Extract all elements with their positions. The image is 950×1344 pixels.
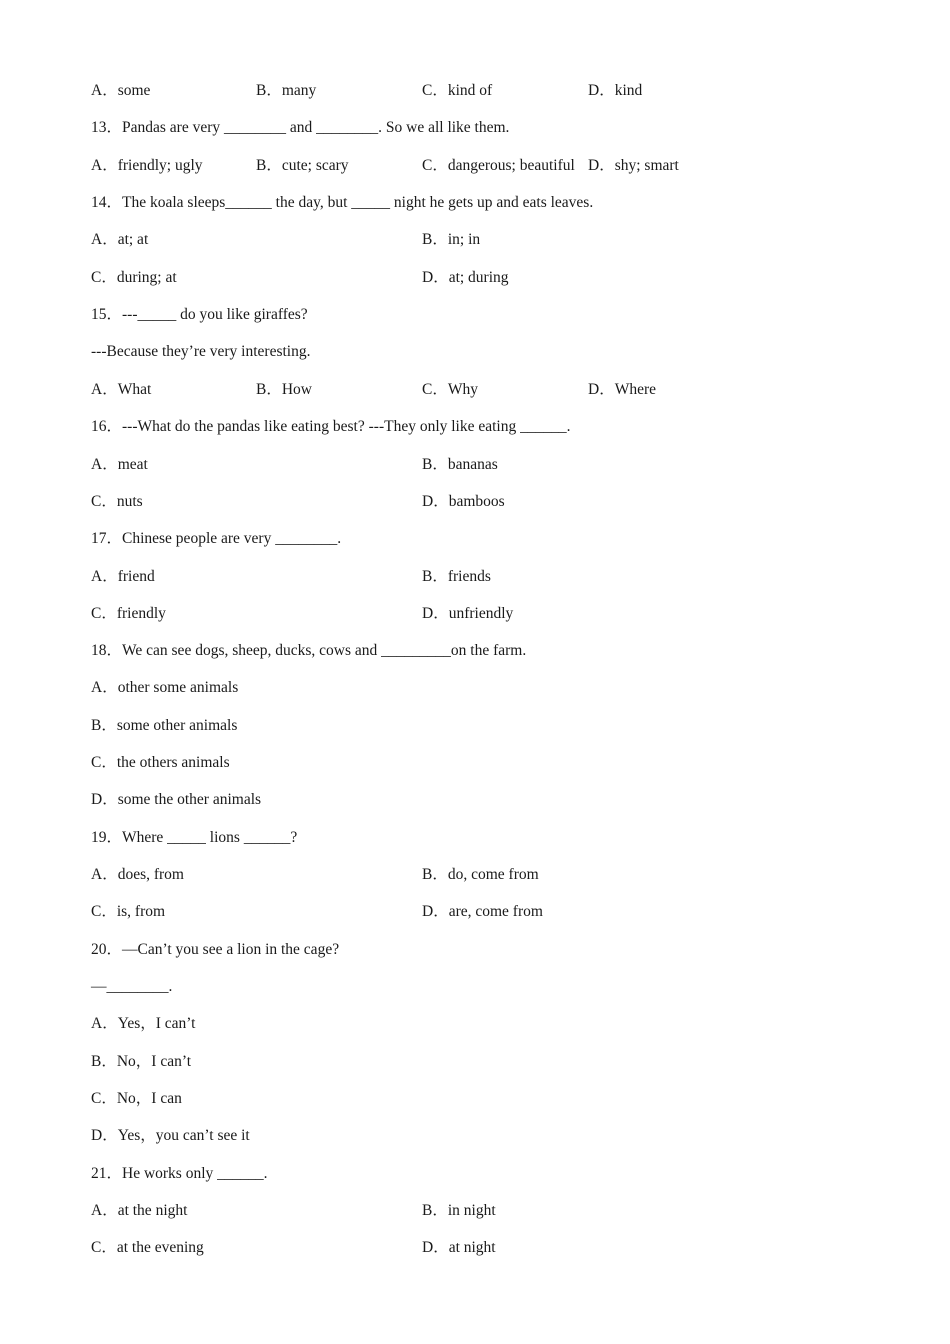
q18-option-d: D．some the other animals xyxy=(91,791,262,808)
q20-option-b: B．No，I can’t xyxy=(91,1053,192,1070)
q18-option-b: B．some other animals xyxy=(91,717,238,734)
q17-option-a: A．friend xyxy=(91,568,155,585)
q15-stem: 15．---_____ do you like giraffes? xyxy=(91,306,308,323)
q21-option-d: D．at night xyxy=(422,1239,496,1256)
q18-option-c: C．the others animals xyxy=(91,754,230,771)
q21-option-c: C．at the evening xyxy=(91,1239,204,1256)
q21-stem: 21．He works only ______. xyxy=(91,1165,268,1182)
q14-option-a: A．at; at xyxy=(91,231,149,248)
q12-option-d: D．kind xyxy=(588,82,643,99)
q15-option-d: D．Where xyxy=(588,381,656,398)
q18-stem: 18．We can see dogs, sheep, ducks, cows and _________on the farm. xyxy=(91,642,527,659)
q15-option-b: B．How xyxy=(256,381,312,398)
q16-stem: 16．---What do the pandas like eating best? ---They only like eating ______. xyxy=(91,418,571,435)
q16-option-d: D．bamboos xyxy=(422,493,505,510)
q15-option-a: A．What xyxy=(91,381,152,398)
q17-option-d: D．unfriendly xyxy=(422,605,514,622)
q18-option-a: A．other some animals xyxy=(91,679,239,696)
q21-option-a: A．at the night xyxy=(91,1202,188,1219)
q19-stem: 19．Where _____ lions ______? xyxy=(91,829,298,846)
q19-option-b: B．do, come from xyxy=(422,866,539,883)
q14-option-c: C．during; at xyxy=(91,269,177,286)
q15-option-c: C．Why xyxy=(422,381,478,398)
q16-option-b: B．bananas xyxy=(422,456,498,473)
q16-option-a: A．meat xyxy=(91,456,148,473)
q14-option-d: D．at; during xyxy=(422,269,509,286)
q20-option-c: C．No，I can xyxy=(91,1090,182,1107)
q17-option-b: B．friends xyxy=(422,568,491,585)
q14-option-b: B．in; in xyxy=(422,231,481,248)
q12-option-b: B．many xyxy=(256,82,317,99)
q19-option-c: C．is, from xyxy=(91,903,166,920)
q14-stem: 14．The koala sleeps______ the day, but _____ night he gets up and eats leaves. xyxy=(91,194,594,211)
q16-option-c: C．nuts xyxy=(91,493,143,510)
q13-stem: 13．Pandas are very ________ and ________. So we all like them. xyxy=(91,119,510,136)
q20-option-d: D．Yes，you can’t see it xyxy=(91,1127,250,1144)
q19-option-a: A．does, from xyxy=(91,866,184,883)
q20-stem: 20．—Can’t you see a lion in the cage? xyxy=(91,941,340,958)
q17-stem: 17．Chinese people are very ________. xyxy=(91,530,342,547)
q12-option-c: C．kind of xyxy=(422,82,493,99)
q20-stem-reply: —________. xyxy=(91,978,173,995)
q13-option-c: C．dangerous; beautiful xyxy=(422,157,575,174)
q20-option-a: A．Yes，I can’t xyxy=(91,1015,196,1032)
q19-option-d: D．are, come from xyxy=(422,903,543,920)
q13-option-a: A．friendly; ugly xyxy=(91,157,203,174)
q12-option-a: A．some xyxy=(91,82,151,99)
q17-option-c: C．friendly xyxy=(91,605,166,622)
q13-option-d: D．shy; smart xyxy=(588,157,679,174)
q21-option-b: B．in night xyxy=(422,1202,496,1219)
q13-option-b: B．cute; scary xyxy=(256,157,349,174)
q15-stem-reply: ---Because they’re very interesting. xyxy=(91,343,311,360)
